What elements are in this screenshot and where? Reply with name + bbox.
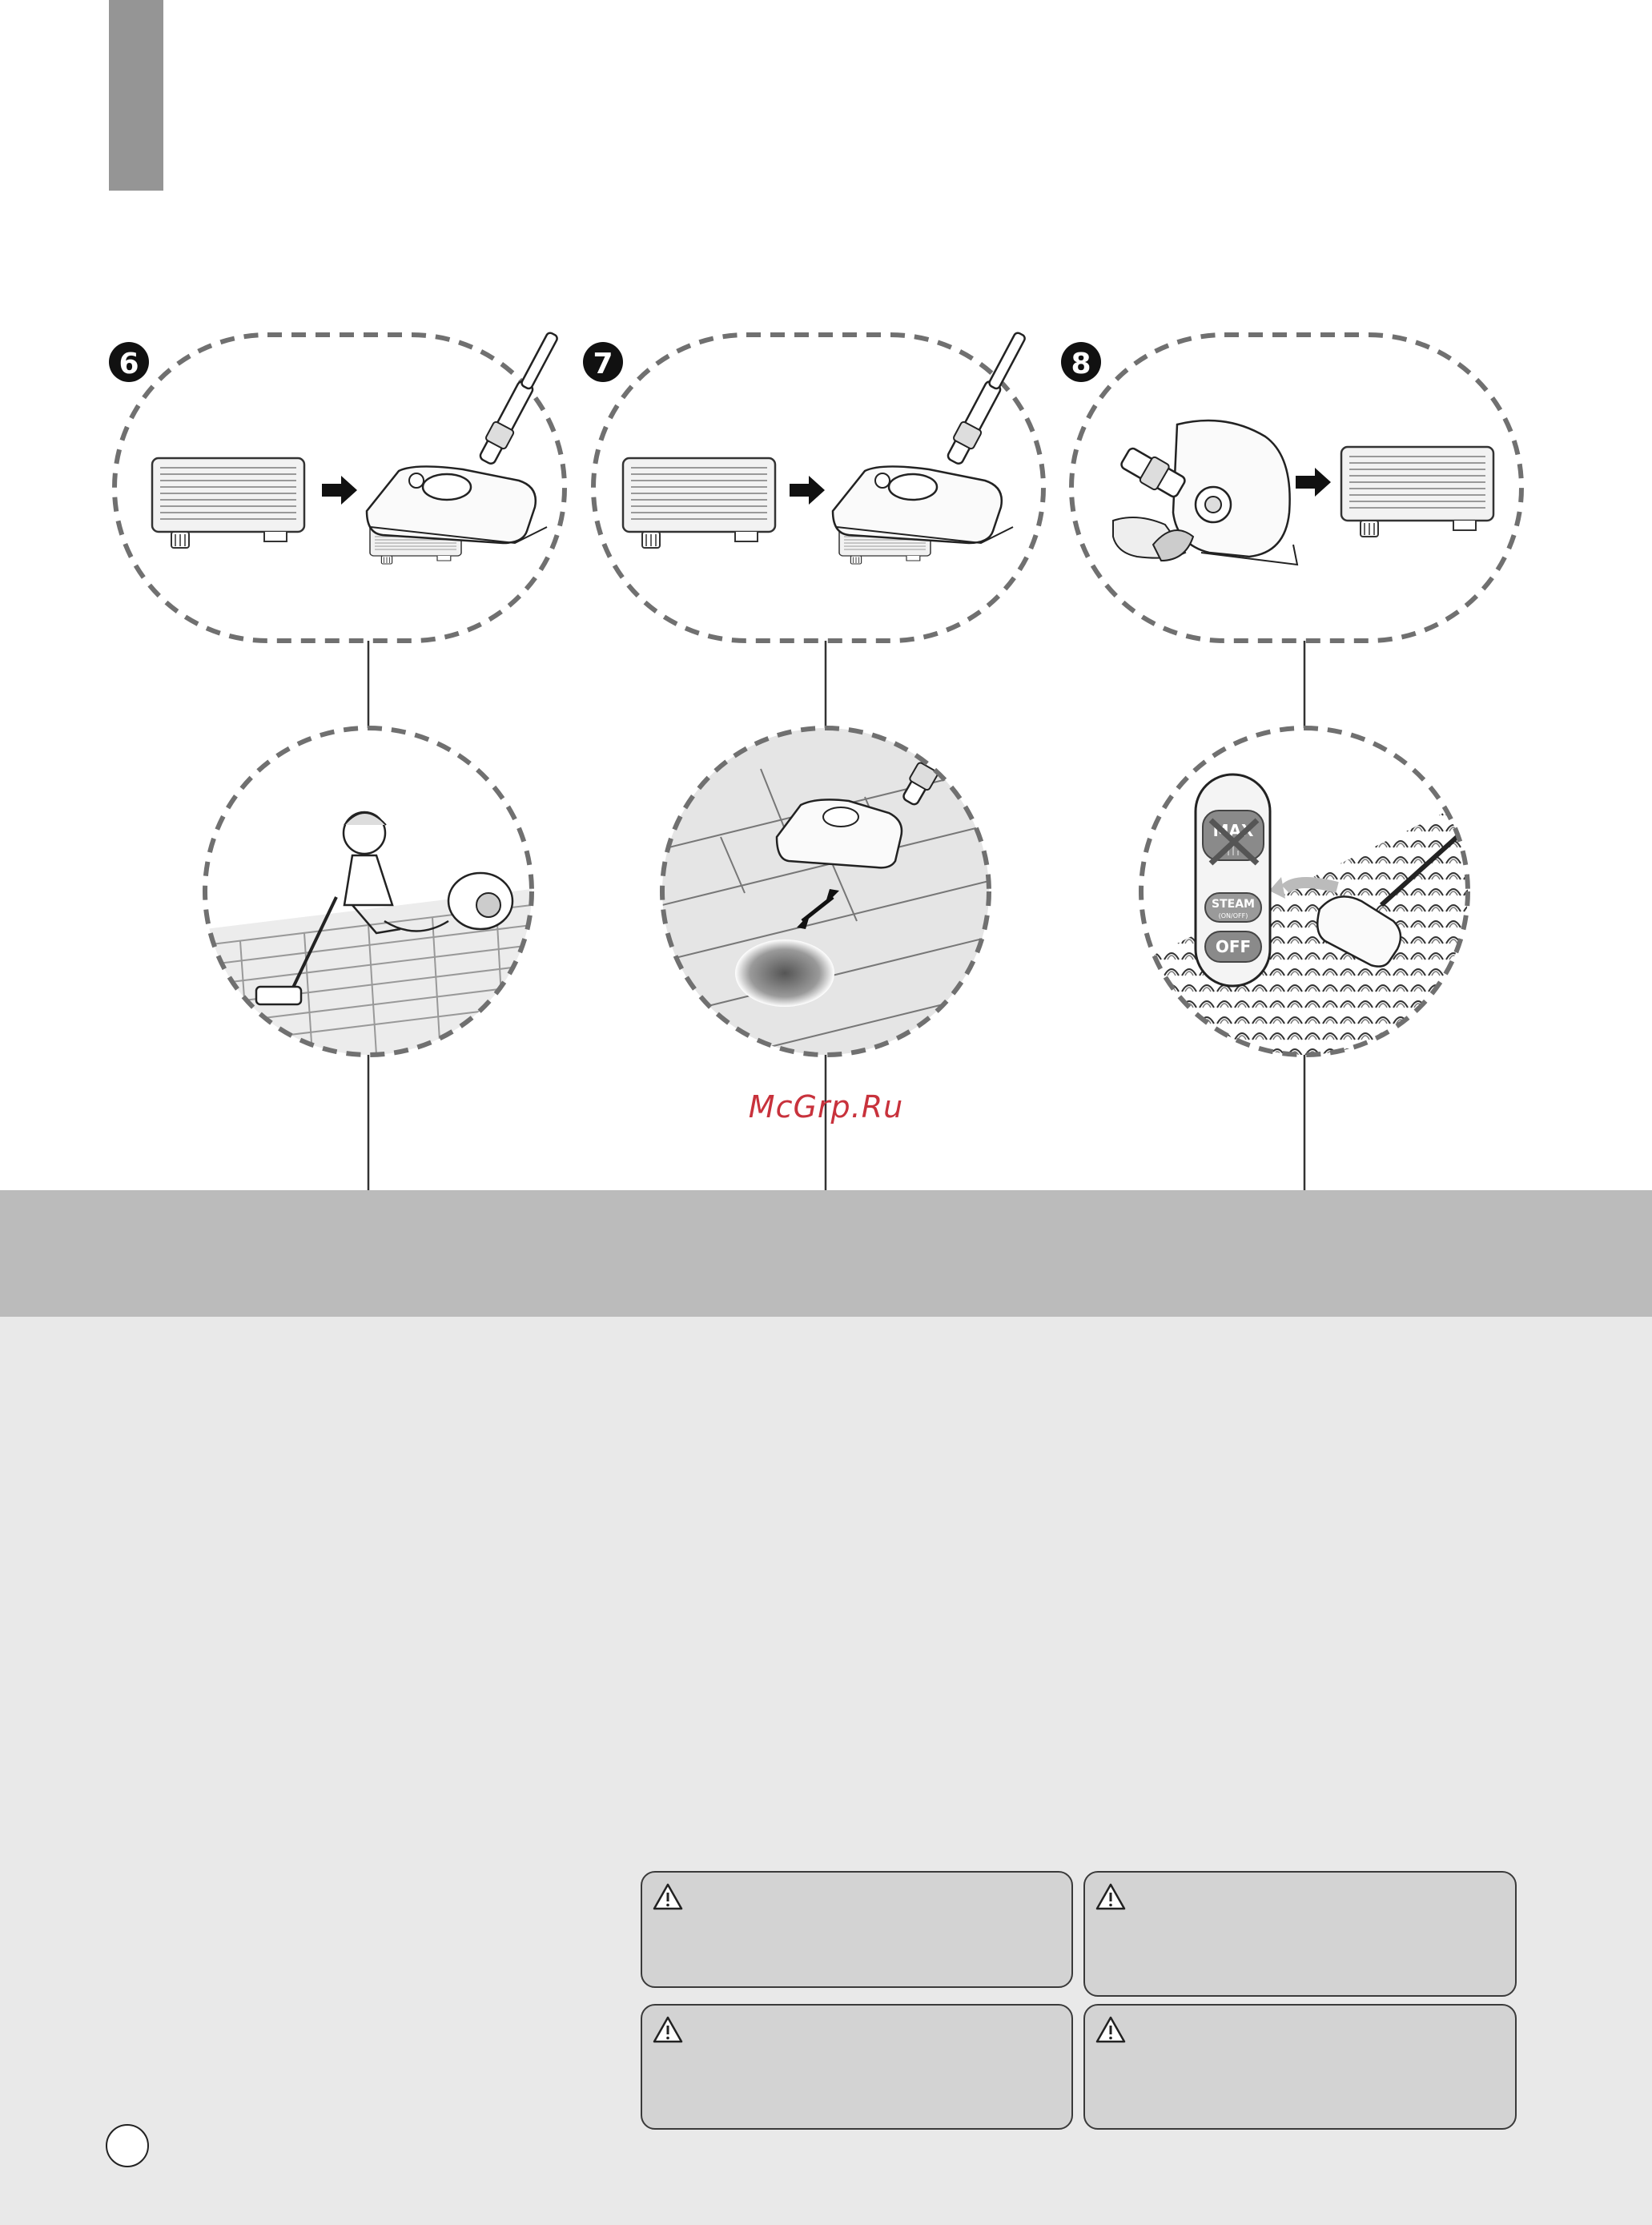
step-7-usage-illustration [662, 671, 991, 1073]
warning-triangle-icon [652, 1882, 684, 1911]
steam-control-panel [1196, 775, 1270, 986]
svg-text:8: 8 [1071, 348, 1091, 380]
step-7-badge [583, 342, 623, 382]
page-number-circle [106, 2124, 149, 2167]
warning-triangle-icon [1095, 2015, 1127, 2044]
svg-text:OFF: OFF [1215, 937, 1252, 956]
arrow-right-icon [1296, 468, 1331, 497]
svg-text:6: 6 [119, 348, 139, 380]
grey-band [0, 1190, 1652, 1317]
step-8-badge [1061, 342, 1101, 382]
arrow-right-icon [322, 476, 357, 505]
watermark: McGrp.Ru [748, 1089, 904, 1125]
caution-box [1083, 2004, 1517, 2130]
svg-text:7: 7 [593, 348, 613, 380]
step-7-pad-attach-illustration [623, 329, 1031, 564]
step-8-pad-remove-illustration [1113, 420, 1493, 565]
arrow-right-icon [790, 476, 825, 505]
step-6-badge [109, 342, 149, 382]
svg-text:(ON/OFF): (ON/OFF) [1218, 912, 1248, 919]
warning-triangle-icon [652, 2015, 684, 2044]
svg-text:STEAM: STEAM [1212, 898, 1255, 911]
caution-box [1083, 1871, 1517, 1997]
warning-triangle-icon [1095, 1882, 1127, 1911]
caution-box [641, 2004, 1073, 2130]
caution-box [641, 1871, 1073, 1988]
svg-text:MAX: MAX [1212, 821, 1254, 840]
